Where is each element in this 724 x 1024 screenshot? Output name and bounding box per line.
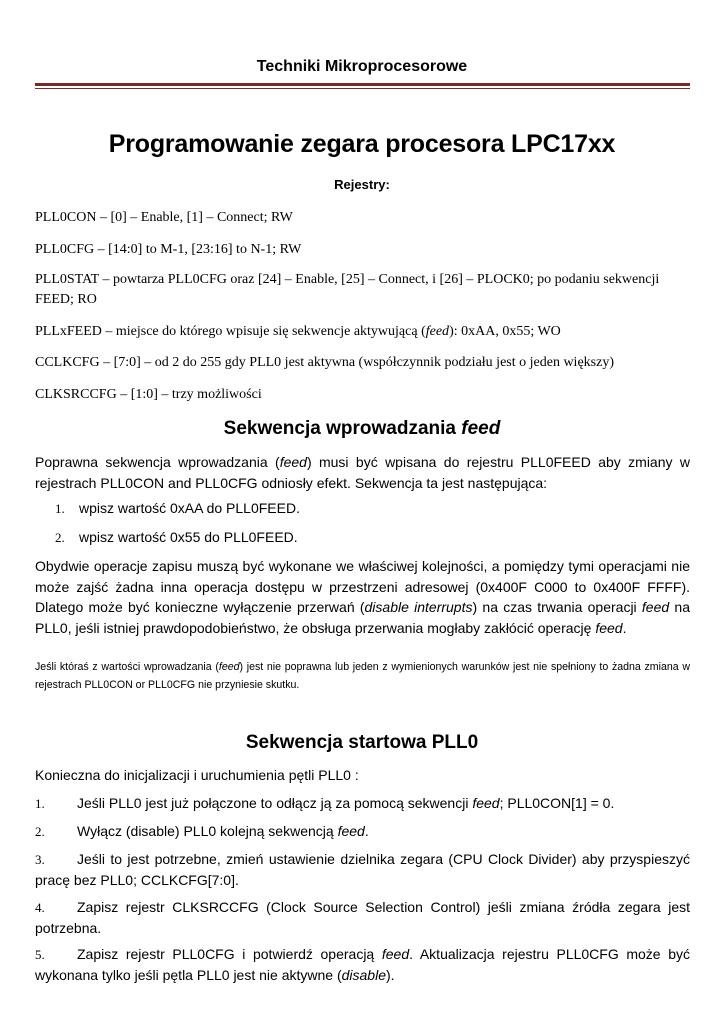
startup-step-5: 5. Zapisz rejestr PLL0CFG i potwierdź operacją feed. Aktualizacja rejestru PLL0CFG może być wykonana tylko jeśli pętla PLL0 jest nie aktywne (disable). [35, 946, 690, 983]
feed-list-item-1: wpisz wartość 0xAA do PLL0FEED. [79, 500, 300, 516]
feed-list-item-2: wpisz wartość 0x55 do PLL0FEED. [79, 529, 298, 545]
document-title: Programowanie zegara procesora LPC17xx [108, 130, 616, 158]
register-cclkcfg: CCLKCFG – [7:0] – od 2 do 255 gdy PLL0 jest aktywna (współczynnik podziału jest o jeden większy) [35, 355, 614, 370]
feed-section-heading: Sekwencja wprowadzania feed [223, 418, 501, 439]
startup-step-2: 2. Wyłącz (disable) PLL0 kolejną sekwencją feed. [35, 823, 369, 839]
register-clksrccfg: CLKSRCCFG – [1:0] – trzy możliwości [35, 387, 262, 402]
register-pll0stat-cont: FEED; RO [35, 292, 97, 307]
startup-step-4: 4. Zapisz rejestr CLKSRCCFG (Clock Source Selection Control) jeśli zmiana źródła zegara jest potrzebna. [35, 899, 690, 936]
register-pll0cfg: PLL0CFG – [14:0] to M-1, [23:16] to N-1; RW [35, 242, 302, 257]
feed-paragraph-2: Obydwie operacje zapisu muszą być wykonane we właściwej kolejności, a pomiędzy tymi operacjami nie może zajść żadna inna operacja dostępu w przestrzeni adresowej (0x400F C000 to 0x400F FFFF). Dlatego może być konieczne wyłączenie przerwań (disable interrupts) na czas trwania operacji feed na PLL0, jeśli istniej prawdopodobieństwo, że obsługa przerwania mogłaby zakłócić operację feed. [35, 558, 690, 636]
header-rule-thick [35, 83, 690, 86]
registers-heading: Rejestry: [334, 177, 390, 192]
startup-section-heading: Sekwencja startowa PLL0 [245, 732, 479, 753]
running-header: Techniki Mikroprocesorowe [256, 58, 468, 75]
feed-list-number-2: 2. [55, 530, 65, 545]
register-pll0stat: PLL0STAT – powtarza PLL0CFG oraz [24] – Enable, [25] – Connect, i [26] – PLOCK0; po podaniu sekwencji [35, 272, 660, 287]
register-pllxfeed: PLLxFEED – miejsce do którego wpisuje się sekwencje aktywującą (feed): 0xAA, 0x55; WO [35, 324, 561, 339]
register-pll0con: PLL0CON – [0] – Enable, [1] – Connect; RW [35, 210, 293, 225]
startup-intro: Konieczna do inicjalizacji i uruchumienia pętli PLL0 : [35, 767, 359, 783]
startup-step-3: 3. Jeśli to jest potrzebne, zmień ustawienie dzielnika zegara (CPU Clock Divider) aby przyspieszyć pracę bez PLL0; CCLKCFG[7:0]. [35, 851, 690, 888]
feed-paragraph-1: Poprawna sekwencja wprowadzania (feed) musi być wpisana do rejestru PLL0FEED aby zmiany w rejestrach PLL0CON and PLL0CFG odniosły efekt. Sekwencja ta jest następująca: [35, 454, 690, 491]
header-rule-thin [35, 88, 690, 89]
feed-note: Jeśli któraś z wartości wprowadzania (feed) jest nie poprawna lub jeden z wymienionych warunków jest nie spełniony to żadna zmiana w rejestrach PLL0CON or PLL0CFG nie przyniesie skutku. [35, 661, 690, 691]
feed-list-number-1: 1. [55, 501, 65, 516]
startup-step-1: 1. Jeśli PLL0 jest już połączone to odłącz ją za pomocą sekwencji feed; PLL0CON[1] = 0. [35, 795, 615, 811]
